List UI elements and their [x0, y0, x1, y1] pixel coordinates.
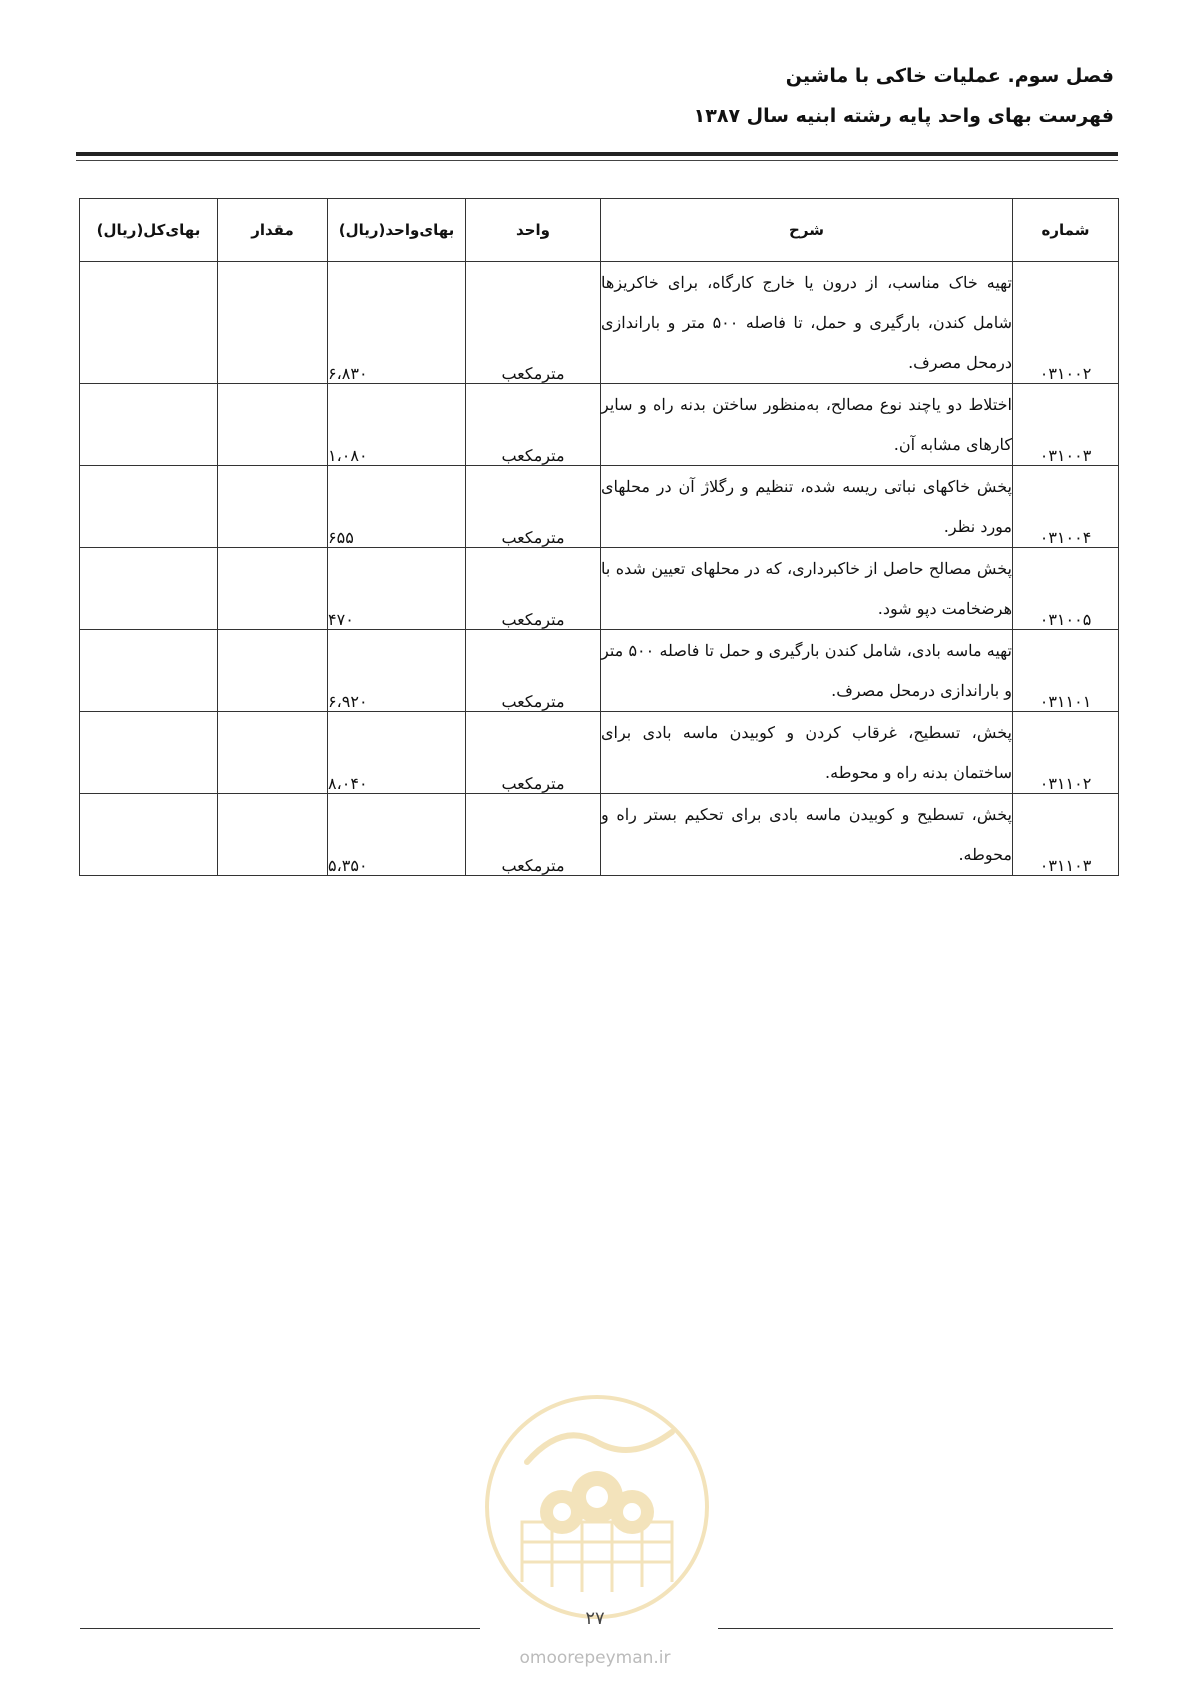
item-total: [80, 794, 218, 876]
item-unit-price: ۱،۰۸۰: [328, 384, 466, 466]
table-row: [80, 466, 1119, 548]
item-unit: مترمکعب: [466, 794, 601, 876]
item-total: [80, 630, 218, 712]
item-description: پخش، تسطیح و کوبیدن ماسه بادی برای تحکیم بستر راه و محوطه.: [601, 794, 1013, 876]
item-description: اختلاط دو یاچند نوع مصالح، به‌منظور ساختن بدنه راه و سایر کارهای مشابه آن.: [601, 384, 1013, 466]
footer-rule-left: [80, 1628, 480, 1629]
table-row: [80, 712, 1119, 794]
item-unit: مترمکعب: [466, 384, 601, 466]
page-header: [694, 60, 1114, 132]
item-unit: مترمکعب: [466, 466, 601, 548]
item-unit-price: ۶۵۵: [328, 466, 466, 548]
item-quantity: [218, 548, 328, 630]
item-code: ۰۳۱۱۰۲: [1013, 712, 1119, 794]
item-unit-price: ۴۷۰: [328, 548, 466, 630]
item-description: تهیه ماسه بادی، شامل کندن بارگیری و حمل تا فاصله ۵۰۰ متر و باراندازی درمحل مصرف.: [601, 630, 1013, 712]
table-row: [80, 630, 1119, 712]
table-header-row: [80, 199, 1119, 262]
item-code: ۰۳۱۰۰۲: [1013, 262, 1119, 384]
item-unit-price: ۵،۳۵۰: [328, 794, 466, 876]
item-unit: مترمکعب: [466, 630, 601, 712]
column-header-description: شرح: [601, 199, 1013, 262]
item-code: ۰۳۱۰۰۵: [1013, 548, 1119, 630]
column-header-unit: واحد: [466, 199, 601, 262]
header-rule-thin: [76, 160, 1118, 161]
column-header-quantity: مقدار: [218, 199, 328, 262]
item-description: پخش خاکهای نباتی ریسه شده، تنظیم و رگلاژ آن در محلهای مورد نظر.: [601, 466, 1013, 548]
price-list-title: فهرست بهای واحد پایه رشته ابنیه سال ۱۳۸۷: [693, 105, 1114, 127]
item-unit: مترمکعب: [466, 712, 601, 794]
item-description: پخش، تسطیح، غرقاب کردن و کوبیدن ماسه بادی برای ساختمان بدنه راه و محوطه.: [601, 712, 1013, 794]
item-quantity: [218, 466, 328, 548]
item-code: ۰۳۱۱۰۱: [1013, 630, 1119, 712]
item-quantity: [218, 262, 328, 384]
item-unit-price: ۶،۹۲۰: [328, 630, 466, 712]
header-rule-thick: [76, 152, 1118, 156]
table-row: [80, 548, 1119, 630]
item-description: پخش مصالح حاصل از خاکبرداری، که در محلهای تعیین شده با هرضخامت دپو شود.: [601, 548, 1013, 630]
footer-rule-right: [718, 1628, 1113, 1629]
item-total: [80, 548, 218, 630]
price-table: [79, 198, 1119, 876]
column-header-unit-price: بهای‌واحد(ریال): [328, 199, 466, 262]
item-quantity: [218, 384, 328, 466]
item-quantity: [218, 794, 328, 876]
table-row: [80, 262, 1119, 384]
item-description: تهیه خاک مناسب، از درون یا خارج کارگاه، برای خاکریزها شامل کندن، بارگیری و حمل، تا فاصله ۵۰۰ متر و باراندازی درمحل مصرف.: [601, 262, 1013, 384]
item-total: [80, 466, 218, 548]
item-unit: مترمکعب: [466, 548, 601, 630]
item-total: [80, 712, 218, 794]
item-quantity: [218, 712, 328, 794]
item-total: [80, 384, 218, 466]
page-number: ۲۷: [585, 1608, 605, 1629]
chapter-title: فصل سوم. عملیات خاکی با ماشین: [785, 65, 1114, 87]
website-watermark: omoorepeyman.ir: [519, 1648, 671, 1668]
item-unit-price: ۶،۸۳۰: [328, 262, 466, 384]
column-header-total-price: بهای‌کل(ریال): [80, 199, 218, 262]
item-code: ۰۳۱۰۰۳: [1013, 384, 1119, 466]
item-unit: مترمکعب: [466, 262, 601, 384]
table-row: [80, 384, 1119, 466]
column-header-code: شماره: [1013, 199, 1119, 262]
item-unit-price: ۸،۰۴۰: [328, 712, 466, 794]
item-code: ۰۳۱۱۰۳: [1013, 794, 1119, 876]
item-total: [80, 262, 218, 384]
item-code: ۰۳۱۰۰۴: [1013, 466, 1119, 548]
table-row: [80, 794, 1119, 876]
watermark-logo-icon: [482, 1392, 712, 1622]
item-quantity: [218, 630, 328, 712]
